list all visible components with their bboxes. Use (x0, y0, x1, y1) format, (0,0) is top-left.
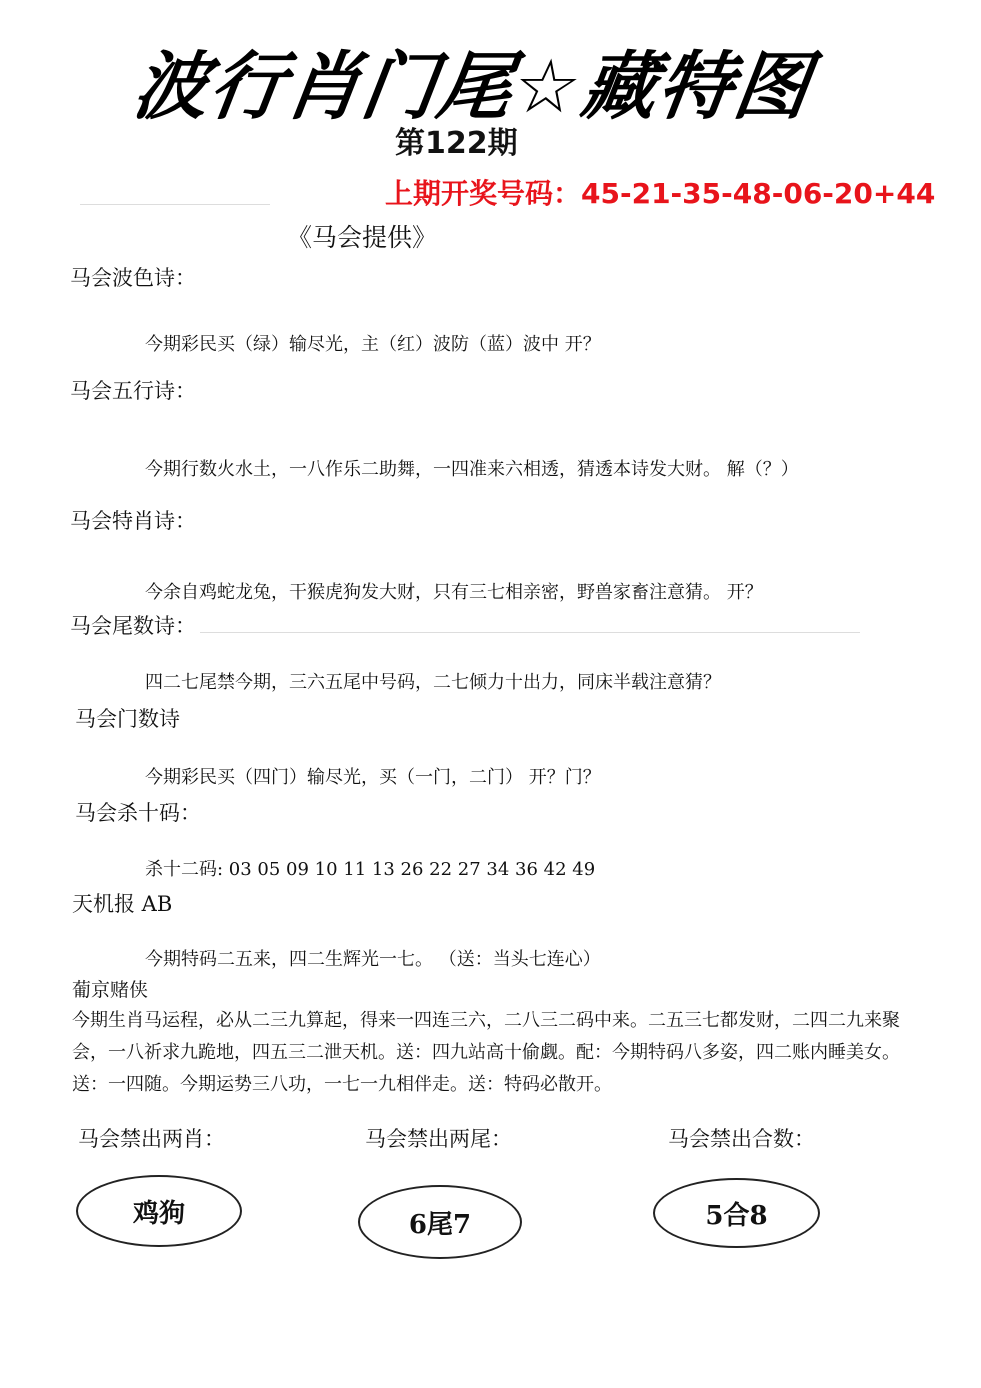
ban-sum-badge (653, 1178, 820, 1248)
gambler-label: 葡京赌侠 (72, 979, 149, 1001)
section-text-tianji: 今期特码二五来，四二生辉光一七。 （送：当头七连心） (145, 949, 601, 970)
ban-zodiac-label: 马会禁出两肖： (78, 1127, 225, 1151)
ban-tail-badge (358, 1185, 522, 1259)
section-label-special-zodiac: 马会特肖诗： (70, 509, 196, 533)
ban-sum-label: 马会禁出合数： (668, 1127, 815, 1151)
section-label-tail-number: 马会尾数诗： (70, 614, 196, 638)
section-label-tianji: 天机报 AB (72, 892, 173, 916)
section-text-special-zodiac: 今余自鸡蛇龙兔，干猴虎狗发大财，只有三七相亲密，野兽家畜注意猜。 开？ (145, 582, 763, 603)
issue-number: 第122期 (395, 126, 518, 161)
previous-draw-numbers: 上期开奖号码：45-21-35-48-06-20+44 (385, 177, 936, 210)
section-text-door-number: 今期彩民买（四门）输尽光，买（一门，二门） 开？门？ (145, 767, 601, 788)
section-text-wave-color: 今期彩民买（绿）输尽光，主（红）波防（蓝）波中 开？ (145, 334, 601, 355)
ban-zodiac-value: 鸡狗 (132, 1198, 185, 1229)
ban-tail-label: 马会禁出两尾： (365, 1127, 512, 1151)
page-title: 波行肖门尾☆藏特图 (128, 44, 817, 130)
divider (80, 204, 270, 205)
section-text-kill-numbers: 杀十二码: 03 05 09 10 11 13 26 22 27 34 36 42 49 (145, 859, 596, 880)
section-label-kill-numbers: 马会杀十码： (75, 801, 201, 825)
section-label-door-number: 马会门数诗 (75, 707, 180, 731)
section-label-wave-color: 马会波色诗： (70, 266, 196, 290)
section-text-five-elements: 今期行数火水土，一八作乐二助舞，一四准来六相透，猜透本诗发大财。 解（？） (145, 459, 799, 480)
section-label-five-elements: 马会五行诗： (70, 379, 196, 403)
divider (200, 632, 860, 633)
section-text-tail-number: 四二七尾禁今期，三六五尾中号码，二七倾力十出力，同床半载注意猜？ (145, 672, 721, 693)
ban-tail-value: 6尾7 (408, 1209, 472, 1240)
source-label: 《马会提供》 (287, 223, 438, 252)
ban-zodiac-badge (76, 1175, 242, 1247)
ban-sum-value: 5合8 (705, 1200, 768, 1231)
gambler-text: 今期生肖马运程，必从二三九算起，得来一四连三六，二八三二码中来。二五三七都发财，二四二九来聚会，一八祈求九跪地，四五三二泄天机。送：四九站高十偷觑。配：今期特码八多姿，四二账内睡美女。送：一四随。今期运势三八功，一七一九相伴走。送：特码必散开。 (72, 1010, 900, 1095)
